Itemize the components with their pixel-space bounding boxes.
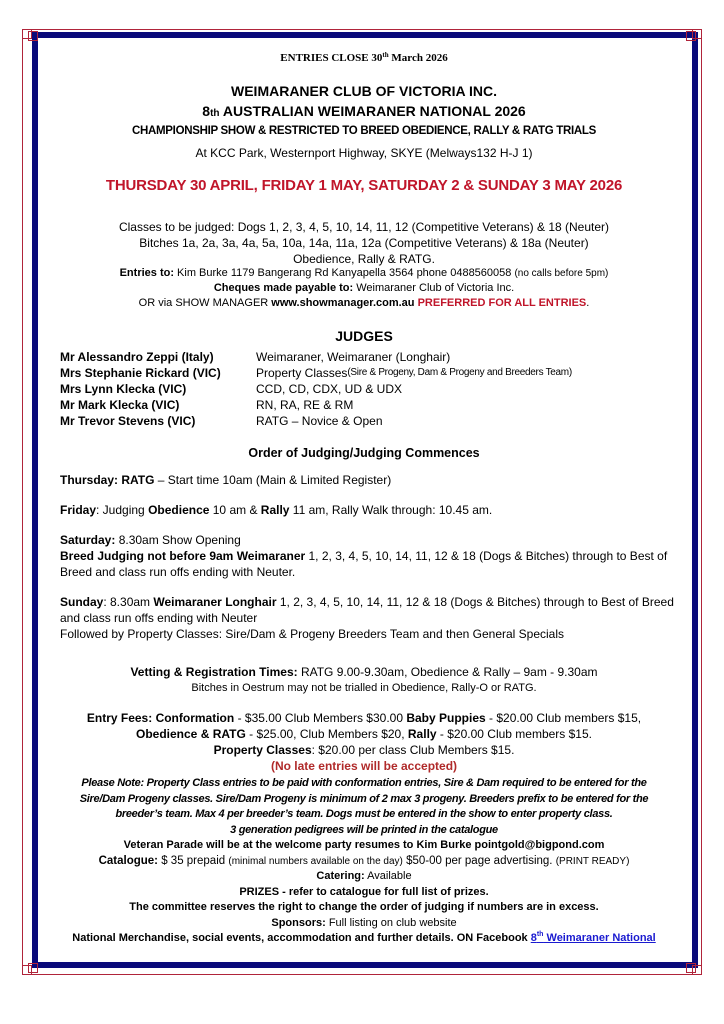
cheques-label: Cheques made payable to: (213, 282, 354, 294)
sponsors-value: Full listing on club website (325, 916, 457, 929)
catalogue-advertising: $50-00 per page advertising. (402, 854, 556, 867)
entries-close-sup: th (382, 51, 389, 59)
fees-obedience-label: Obedience & RATG (136, 727, 246, 741)
classes-other: Obedience, Rally & RATG. (293, 252, 435, 266)
facebook-link-text[interactable]: Weimaraner National (543, 932, 656, 944)
judge-row (60, 349, 660, 365)
fees-conformation-label: Entry Fees: Conformation (86, 711, 235, 725)
online-end: . (586, 297, 590, 309)
veteran-parade: Veteran Parade will be at the welcome party resumes to Kim Burke pointgold@bigpond.com (123, 839, 605, 851)
sunday-followed: Followed by Property Classes: Sire/Dam & Progeny Breeders Team and then General Specials (60, 627, 565, 641)
order-saturday (60, 532, 680, 580)
oestrum-note: Bitches in Oestrum may not be trialled in Obedience, Rally-O or RATG. (191, 682, 537, 694)
catalogue-label: Catalogue: (98, 854, 159, 867)
online-prefix: OR via SHOW MANAGER (138, 297, 272, 309)
flyer-content (44, 44, 684, 954)
entries-close-prefix: ENTRIES CLOSE 30 (280, 52, 383, 64)
showmanager-url[interactable]: www.showmanager.com.au (271, 297, 415, 309)
note-line: 3 generation pedigrees will be printed in the catalogue (230, 823, 498, 836)
thursday-label: Thursday: RATG (60, 473, 155, 487)
catalogue-note: (minimal numbers available on the day) (228, 855, 403, 867)
facebook-link[interactable] (531, 932, 656, 944)
sponsors-label: Sponsors: (271, 916, 326, 929)
national-title (44, 103, 684, 122)
entry-fees-line-1 (44, 710, 684, 726)
classes-dogs: Classes to be judged: Dogs 1, 2, 3, 4, 5, 10, 14, 11, 12 (Competitive Veterans) & 18 (Neuter) (118, 220, 610, 234)
saturday-breed-text: 1, 2, 3, 4, 5, 10, 14, 11, 12 & 18 (Dogs & Bitches) through to Best of Breed and class run offs ending with Neuter. (60, 549, 668, 579)
no-late-entries: (No late entries will be accepted) (270, 759, 458, 773)
national-number: 8 (202, 103, 211, 119)
entry-fees-line-2 (44, 726, 684, 742)
judge-name: Mr Alessandro Zeppi (Italy) (60, 350, 214, 364)
note-line: Please Note: Property Class entries to be paid with conformation entries, Sire & Dam required to be entered for the (81, 777, 647, 789)
sunday-label: Sunday (60, 595, 104, 609)
judge-role: RN, RA, RE & RM (256, 398, 354, 412)
corner-ornament-top-right-inner (686, 31, 696, 41)
sunday-longhair: Weimaraner Longhair (153, 595, 277, 609)
entries-to (44, 266, 684, 281)
corner-ornament-bottom-right-inner (686, 963, 696, 973)
venue: At KCC Park, Westernport Highway, SKYE (Melways132 H-J 1) (195, 146, 533, 160)
judge-row (60, 397, 660, 413)
corner-ornament-top-left-inner (28, 31, 38, 41)
merchandise-line (44, 931, 684, 947)
friday-label: Friday (60, 503, 97, 517)
vetting-label: Vetting & Registration Times: (130, 665, 298, 679)
note-line: Sire/Dam Progeny classes. Sire/Dam Progeny is minimum of 2 max 3 progeny. Breeders prefix to be entered for the (79, 792, 649, 805)
fees-obedience-text: - $25.00, Club Members $20, (245, 727, 408, 741)
classes-bitches: Bitches 1a, 2a, 3a, 4a, 5a, 10a, 14a, 11a, 12a (Competitive Veterans) & 18a (Neuter) (139, 236, 589, 250)
entries-to-value: Kim Burke 1179 Bangerang Rd Kanyapella 3564 phone 0488560058 (174, 267, 515, 279)
entry-fees-line-3 (44, 742, 684, 758)
judge-row (60, 365, 660, 381)
online-entries (44, 296, 684, 311)
order-thursday (60, 472, 680, 488)
fees-rally-text: - $20.00 Club members $15. (436, 727, 592, 741)
fees-property-text: : $20.00 per class Club Members $15. (311, 743, 515, 757)
saturday-opening: 8.30am Show Opening (115, 533, 241, 547)
catering-value: Available (364, 870, 412, 882)
sunday-text-2: 1, 2, 3, 4, 5, 10, 14, 11, 12 & 18 (Dogs & Bitches) through to Best of Breed and class run offs ending with Neuter (60, 595, 674, 625)
event-subtitle: CHAMPIONSHIP SHOW & RESTRICTED TO BREED OBEDIENCE, RALLY & RATG TRIALS (132, 125, 596, 137)
judge-role: Property Classes (256, 366, 348, 380)
national-title-text: AUSTRALIAN WEIMARANER NATIONAL 2026 (219, 103, 526, 119)
judge-row (60, 381, 660, 397)
catalogue-print-ready: (PRINT READY) (555, 855, 630, 867)
judge-role-note: (Sire & Progeny, Dam & Progeny and Breeders Team) (347, 367, 572, 378)
cheques-value: Weimaraner Club of Victoria Inc. (353, 282, 515, 294)
entries-close-banner (44, 51, 684, 66)
misc-section (44, 838, 684, 947)
preferred-note: PREFERRED FOR ALL ENTRIES (414, 297, 587, 309)
please-note (44, 776, 684, 838)
judge-name: Mr Trevor Stevens (VIC) (60, 414, 196, 428)
fees-baby-puppies-text: - $20.00 Club members $15, (485, 711, 642, 725)
order-of-judging (60, 472, 680, 656)
judge-role: Weimaraner, Weimaraner (Longhair) (256, 350, 451, 364)
judges-heading: JUDGES (335, 328, 393, 344)
vetting-times (44, 664, 684, 680)
judge-name: Mrs Stephanie Rickard (VIC) (60, 366, 221, 380)
facebook-link-sup[interactable]: th (536, 931, 544, 938)
catalogue-price: $ 35 prepaid (158, 854, 229, 867)
friday-text-2: 10 am & (209, 503, 261, 517)
event-dates: THURSDAY 30 APRIL, FRIDAY 1 MAY, SATURDAY 2 & SUNDAY 3 MAY 2026 (105, 177, 623, 194)
note-line: breeder’s team. Max 4 per breeder’s team. Dogs must be entered in the show to enter property class. (115, 808, 613, 820)
fees-property-label: Property Classes (213, 743, 312, 757)
friday-text-3: 11 am, Rally Walk through: 10.45 am. (289, 503, 493, 517)
friday-text-1: : Judging (96, 503, 149, 517)
sponsors-line (44, 916, 684, 932)
friday-obedience: Obedience (148, 503, 210, 517)
judge-name: Mrs Lynn Klecka (VIC) (60, 382, 187, 396)
spacer (44, 696, 684, 710)
fees-baby-puppies-label: Baby Puppies (406, 711, 486, 725)
entries-close-suffix: March 2026 (388, 52, 448, 64)
entries-to-label: Entries to: (119, 267, 174, 279)
classes-section (44, 219, 684, 267)
fees-section (44, 664, 684, 774)
judge-role: CCD, CD, CDX, UD & UDX (256, 382, 403, 396)
saturday-label: Saturday: (60, 533, 116, 547)
facebook-link-number[interactable]: 8 (530, 932, 537, 944)
club-title: WEIMARANER CLUB OF VICTORIA INC. (231, 83, 497, 99)
catering-label: Catering: (316, 870, 365, 882)
sunday-text-1: : 8.30am (103, 595, 154, 609)
vetting-text: RATG 9.00-9.30am, Obedience & Rally – 9am - 9.30am (297, 665, 598, 679)
saturday-breed-bold: Breed Judging not before 9am Weimaraner (60, 549, 306, 563)
judge-row (60, 413, 660, 429)
national-number-suffix: th (210, 108, 220, 119)
committee-note: The committee reserves the right to change the order of judging if numbers are in excess. (129, 901, 599, 913)
entries-section (44, 266, 684, 311)
thursday-text: – Start time 10am (Main & Limited Register) (154, 473, 392, 487)
prizes-line: PRIZES - refer to catalogue for full list of prizes. (239, 885, 489, 898)
friday-rally: Rally (260, 503, 290, 517)
order-friday (60, 502, 680, 518)
judge-name: Mr Mark Klecka (VIC) (60, 398, 180, 412)
order-sunday (60, 594, 680, 642)
order-of-judging-heading: Order of Judging/Judging Commences (248, 446, 480, 460)
judge-role: RATG – Novice & Open (256, 414, 383, 428)
corner-ornament-bottom-left-inner (28, 963, 38, 973)
judges-list (60, 349, 660, 429)
catalogue-line (44, 854, 684, 870)
catering-line (44, 869, 684, 885)
cheques-payable (44, 281, 684, 296)
fees-conformation-text: - $35.00 Club Members $30.00 (234, 711, 407, 725)
entries-to-note: (no calls before 5pm) (514, 268, 609, 279)
merchandise-text: National Merchandise, social events, accommodation and further details. ON Facebook (72, 932, 531, 944)
fees-rally-label: Rally (407, 727, 437, 741)
